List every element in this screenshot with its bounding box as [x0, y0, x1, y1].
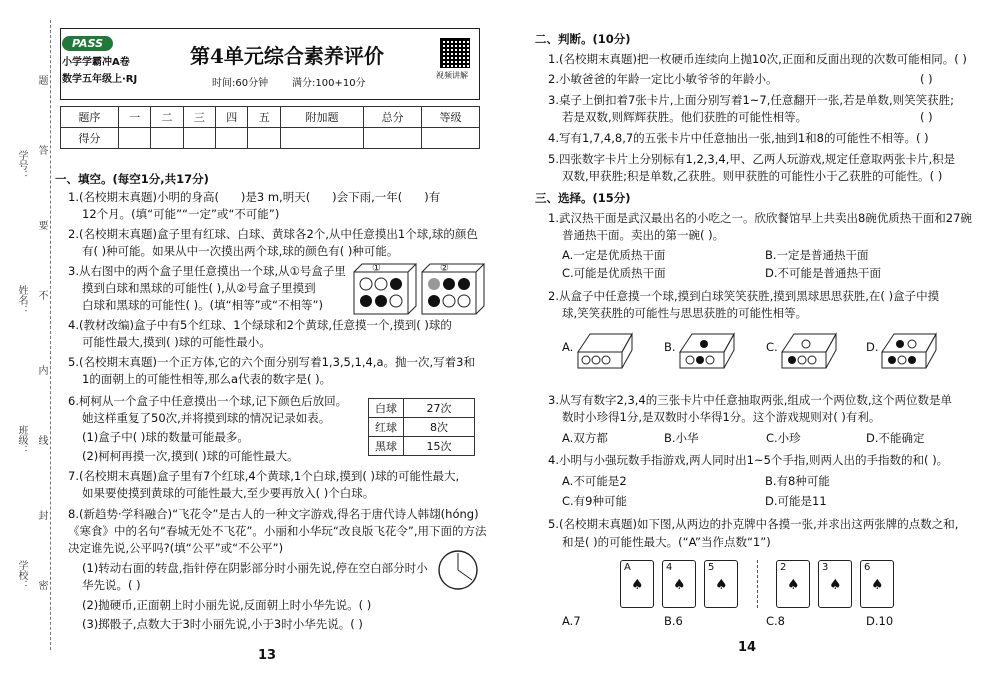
question-text: 5.(名校期末真题)如下图,从两边的扑克牌中各摸一张,并求出这两张牌的点数之和,: [548, 517, 959, 531]
option-text[interactable]: C.小珍: [766, 431, 801, 445]
table-cell: 四: [216, 107, 248, 128]
question-text: (2)柯柯再摸一次,摸到( )球的可能性最大。: [82, 449, 299, 463]
table-cell: 总分: [364, 107, 422, 128]
question-text: 如果要使摸到黄球的可能性最大,至少要再放入( )个白球。: [82, 486, 375, 500]
school-label: 学校：: [16, 560, 27, 590]
card-value: 4: [666, 562, 673, 573]
option-text[interactable]: B.小华: [664, 431, 699, 445]
score-input[interactable]: [248, 128, 280, 149]
table-cell: 等级: [422, 107, 480, 128]
seal-word: 密: [36, 580, 47, 590]
question-text: 摸到白球和黑球的可能性( ),从②号盒子里摸到: [82, 281, 316, 295]
question-text: 和是( )的可能性最大。(“A”当作点数“1”): [562, 535, 771, 549]
score-input[interactable]: [183, 128, 215, 149]
playing-card: [818, 560, 852, 608]
option-text[interactable]: D.可能是11: [765, 494, 827, 508]
question-text: 4.写有1,7,4,8,7的五张卡片中任意抽出一张,抽到1和8的可能性不相等。( ): [548, 131, 929, 145]
option-text[interactable]: C.8: [766, 614, 786, 628]
spade-icon: ♠: [673, 577, 686, 593]
table-cell: 题序: [61, 107, 119, 128]
choice-boxes-figure: [576, 326, 966, 372]
card-value: 2: [780, 562, 787, 573]
grade-label: 数学五年级上·RJ: [62, 74, 138, 85]
question-text: (1)转动右面的转盘,指针停在阴影部分时小丽先说,停在空白部分时小: [82, 561, 428, 575]
table-cell: 红球: [369, 418, 404, 437]
table-cell: 得分: [61, 128, 119, 149]
option-text[interactable]: A.双方都: [562, 431, 608, 445]
option-text[interactable]: B.一定是普通热干面: [765, 248, 869, 262]
ball-record-table: [368, 398, 475, 456]
table-row: [61, 128, 480, 149]
table-cell: 附加题: [280, 107, 363, 128]
score-input[interactable]: [216, 128, 248, 149]
option-text[interactable]: A.7: [562, 614, 581, 628]
seal-word: 题: [36, 75, 47, 85]
question-text: 她这样重复了50次,并将摸到球的情况记录如表。: [82, 411, 331, 425]
class-label: 班级：: [16, 425, 27, 455]
question-text: 有( )种可能。如果从中一次摸出两个球,球的颜色有( )种可能。: [82, 244, 399, 258]
option-text[interactable]: C.可能是优质热干面: [562, 266, 666, 280]
playing-card: [662, 560, 696, 608]
table-cell: 黑球: [369, 437, 404, 456]
option-text[interactable]: D.不可能是普通热干面: [765, 266, 882, 280]
answer-paren[interactable]: ( ): [920, 110, 933, 124]
table-cell: 白球: [369, 399, 404, 418]
page-number: 13: [258, 648, 277, 663]
question-text: 决定谁先说,公平吗?(填“公平”或“不公平”): [68, 541, 284, 555]
spade-icon: ♠: [871, 577, 884, 593]
table-row: [61, 107, 480, 128]
question-text: 3.桌子上倒扣着7张卡片,上面分别写着1~7,任意翻开一张,若是单数,则笑笑获胜;: [548, 93, 955, 107]
option-text[interactable]: D.10: [866, 614, 894, 628]
student-id-label: 学号：: [16, 150, 27, 180]
spinner-figure: [436, 548, 480, 592]
seal-word: 封: [36, 510, 47, 520]
table-cell: 15次: [404, 437, 475, 456]
question-text: 华先说。( ): [82, 578, 141, 592]
playing-card: [620, 560, 654, 608]
option-text[interactable]: A.不可能是2: [562, 474, 627, 488]
question-text: 5.(名校期末真题)一个正方体,它的六个面分别写着1,3,5,1,4,a。抛一次,写着3和: [68, 355, 475, 369]
option-text[interactable]: D.不能确定: [866, 431, 925, 445]
question-text: 2.小敏爸爸的年龄一定比小敏爷爷的年龄小。: [548, 72, 778, 86]
question-text: 《寒食》中的名句“春城无处不飞花”。小丽和小华玩“改良版飞花令”,用下面的方法: [68, 524, 487, 538]
table-row: [369, 418, 475, 437]
name-label: 姓名：: [16, 285, 27, 315]
question-text: 1.武汉热干面是武汉最出名的小吃之一。欣欣餐馆早上共卖出8碗优质热干面和27碗: [548, 211, 972, 225]
table-cell: 8次: [404, 418, 475, 437]
spade-icon: ♠: [829, 577, 842, 593]
box-1: [354, 264, 416, 314]
table-cell: 一: [118, 107, 150, 128]
choice-box-b: [680, 334, 734, 368]
card-value: 5: [708, 562, 715, 573]
answer-paren[interactable]: ( ): [920, 72, 933, 86]
brand-logo: PASS: [62, 36, 113, 51]
question-text: 3.从右图中的两个盒子里任意摸出一个球,从①号盒子里: [68, 264, 346, 278]
score-input[interactable]: [151, 128, 183, 149]
page-number: 14: [738, 640, 757, 655]
section-judge: 二、判断。(10分): [535, 32, 631, 46]
card-value: A: [624, 562, 631, 573]
box-2-label: ②: [440, 263, 449, 274]
option-text[interactable]: B.6: [664, 614, 683, 628]
question-text: 4.小明与小强玩数手指游戏,两人同时出1~5个手指,则两人出的手指数的和( )。: [548, 453, 949, 467]
brand: [62, 32, 142, 85]
option-label[interactable]: C.: [766, 340, 778, 354]
question-text: 可能性最大,摸到( )球的可能性最小。: [82, 335, 271, 349]
playing-card: [704, 560, 738, 608]
series-name: 小学学霸冲A卷: [62, 57, 130, 68]
choice-box-a: [578, 334, 632, 368]
question-text: 数时小珍得1分,是双数时小华得1分。这个游戏规则对( )有利。: [562, 410, 881, 424]
card-value: 6: [864, 562, 871, 573]
score-input[interactable]: [364, 128, 422, 149]
question-text: 普通热干面。卖出的第一碗( )。: [562, 228, 725, 242]
table-cell: 二: [151, 107, 183, 128]
question-text: 双数,甲获胜;积是单数,乙获胜。则甲获胜的可能性小于乙获胜的可能性。( ): [562, 169, 943, 183]
table-cell: 五: [248, 107, 280, 128]
question-text: 3.从写有数字2,3,4的三张卡片中任意抽取两张,组成一个两位数,这个两位数是单: [548, 393, 953, 407]
question-text: 5.四张数字卡片上分别标有1,2,3,4,甲、乙两人玩游戏,规定任意取两张卡片,积是: [548, 152, 956, 166]
binding-line: [50, 20, 51, 650]
question-text: 7.(名校期末真题)盒子里有7个红球,4个黄球,1个白球,摸到( )球的可能性最大,: [68, 469, 460, 483]
option-label[interactable]: B.: [664, 340, 676, 354]
full-score: 满分:100+10分: [292, 78, 366, 89]
qr-label: 视频讲解: [436, 71, 468, 80]
option-text[interactable]: B.有8种可能: [765, 474, 830, 488]
playing-card: [860, 560, 894, 608]
section-fill: 一、填空。(每空1分,共17分): [55, 172, 209, 186]
score-input[interactable]: [118, 128, 150, 149]
spade-icon: ♠: [631, 577, 644, 593]
option-text[interactable]: C.有9种可能: [562, 494, 628, 508]
spade-icon: ♠: [787, 577, 800, 593]
choice-box-d: [882, 334, 936, 368]
score-table: [60, 106, 480, 149]
question-text: 8.(新趋势·学科融合)“飞花令”是古人的一种文字游戏,得名于唐代诗人韩翃(hóng): [68, 507, 479, 521]
question-text: (3)掷骰子,点数大于3时小丽先说,小于3时小华先说。( ): [82, 617, 363, 631]
score-input[interactable]: [280, 128, 363, 149]
card-divider: [757, 560, 758, 608]
question-text: (1)盒子中( )球的数量可能最多。: [82, 430, 249, 444]
question-text: 6.柯柯从一个盒子中任意摸出一个球,记下颜色后放回。: [68, 394, 348, 408]
question-text: 1.(名校期末真题)把一枚硬币连续向上抛10次,正面和反面出现的次数可能相同。( ): [548, 52, 967, 66]
qr-code-icon[interactable]: [440, 38, 470, 68]
question-text: (2)抛硬币,正面朝上时小丽先说,反面朝上时小华先说。( ): [82, 598, 372, 612]
option-label[interactable]: A.: [562, 340, 574, 354]
question-text: 若是双数,则辉辉获胜。他们获胜的可能性相等。: [562, 110, 808, 124]
question-text: 12个月。(填“可能”“一定”或“不可能”): [82, 207, 280, 221]
score-input[interactable]: [422, 128, 480, 149]
card-value: 3: [822, 562, 829, 573]
question-text: 2.从盒子中任意摸一个球,摸到白球笑笑获胜,摸到黑球思思获胜,在( )盒子中摸: [548, 289, 940, 303]
exam-time: 时间:60分钟: [212, 78, 269, 89]
question-text: 4.(教材改编)盒子中有5个红球、1个绿球和2个黄球,任意摸一个,摸到( )球的: [68, 318, 452, 332]
ball-boxes-figure: [350, 262, 485, 318]
table-cell: 三: [183, 107, 215, 128]
table-cell: 27次: [404, 399, 475, 418]
box-2: [422, 264, 484, 314]
table-row: [369, 437, 475, 456]
table-row: [369, 399, 475, 418]
page-title: 第4单元综合素养评价: [190, 44, 384, 68]
seal-word: 答: [36, 145, 47, 155]
box-1-label: ①: [372, 263, 381, 274]
option-label[interactable]: D.: [866, 340, 879, 354]
question-text: 球,笑笑获胜的可能性与思思获胜的可能性相等。: [562, 306, 808, 320]
playing-card: [776, 560, 810, 608]
seal-word: 要: [36, 220, 47, 230]
option-text[interactable]: A.一定是优质热干面: [562, 248, 666, 262]
seal-word: 线: [36, 435, 47, 445]
seal-word: 不: [36, 290, 47, 300]
question-text: 1.(名校期末真题)小明的身高( )是3 m,明天( )会下雨,一年( )有: [68, 190, 441, 204]
question-text: 白球和黑球的可能性( )。(填“相等”或“不相等”): [82, 298, 323, 312]
choice-box-c: [782, 334, 836, 368]
section-choice: 三、选择。(15分): [535, 191, 631, 205]
spade-icon: ♠: [715, 577, 728, 593]
question-text: 1的面朝上的可能性相等,那么a代表的数字是( )。: [82, 372, 332, 386]
seal-word: 内: [36, 365, 47, 375]
question-text: 2.(名校期末真题)盒子里有红球、白球、黄球各2个,从中任意摸出1个球,球的颜色: [68, 227, 478, 241]
